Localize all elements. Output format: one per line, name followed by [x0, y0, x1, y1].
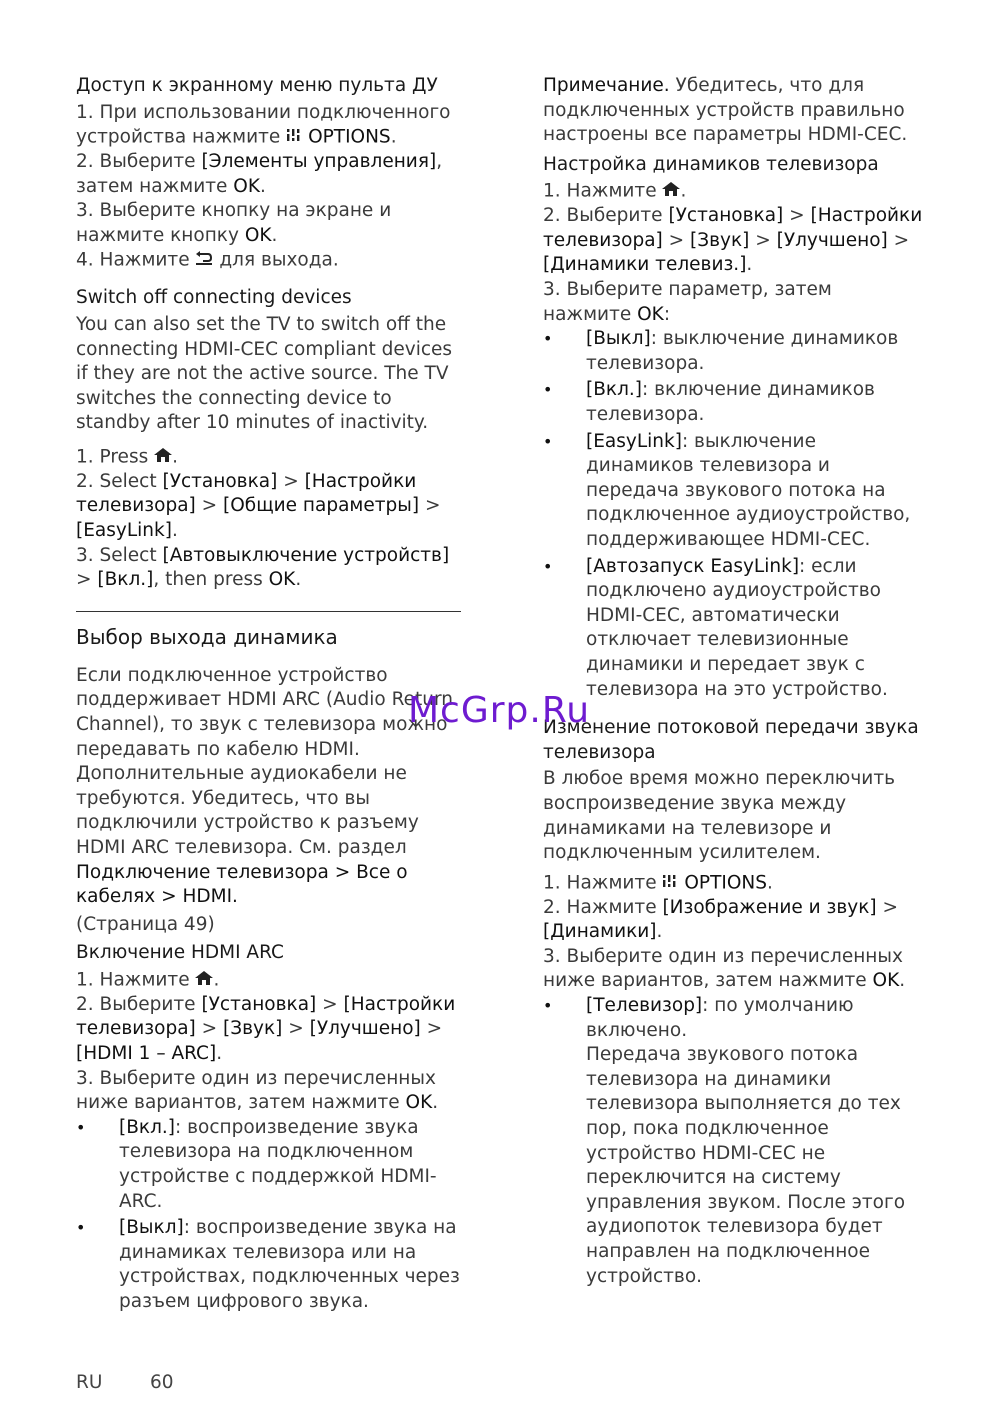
arc-step-3: 3. Выберите один из перечисленных ниже вариантов, затем нажмите OK. [76, 1067, 439, 1114]
speakers-step-2: 2. Выберите [Установка] > [Настройки телевизора] > [Звук] > [Улучшено] > [Динамики телевиз.]. [543, 205, 923, 276]
switchoff-step-3: 3. Select [Автовыключение устройств] > [Вкл.], then press OK. [76, 544, 450, 591]
watermark: McGrp.Ru [408, 690, 591, 731]
remote-step-4: 4. Нажмите для выхода. [76, 248, 461, 273]
arc-heading: Включение HDMI ARC [76, 942, 284, 964]
list-item: • [Телевизор]: по умолчанию включено. Передача звукового потока телевизора на динамики телевизора выполняется до тех пор, пока подключенное устройство HDMI-CEC не переключится на систему управления звуком. После этого аудиопоток телевизора будет направлен на подключенное устройство. [543, 994, 906, 1287]
list-item: • [Автозапуск EasyLink]: если подключено аудиоустройство HDMI-CEC, автоматически отключает телевизионные динамики и передает звук с телевизора на это устройство. [543, 555, 888, 700]
speakers-heading: Настройка динамиков телевизора [543, 153, 879, 175]
arc-step-1: 1. Нажмите . [76, 968, 461, 993]
switchoff-heading: Switch off connecting devices [76, 287, 352, 309]
list-item: • [Вкл.]: включение динамиков телевизора. [543, 379, 875, 426]
remote-step-2: 2. Выберите [Элементы управления], затем нажмите OK. [76, 151, 443, 197]
footer-language: RU [76, 1372, 103, 1393]
speakers-step-3: 3. Выберите параметр, затем нажмите OK: [543, 279, 832, 325]
section-body: Если подключенное устройство поддерживает HDMI ARC (Audio Return Channel), то звук с телевизора можно передавать по кабелю HDMI. Дополнительные аудиокабели не требуются. Убедитесь, что вы подключили устройство к разъему HDMI ARC телевизора. См. раздел Подключение телевизора > Все о кабелях > HDMI. [76, 664, 454, 908]
list-item: • [Вкл.]: воспроизведение звука телевизора на подключенном устройстве с поддержкой HDMI-ARC. [76, 1116, 437, 1212]
switchoff-body: You can also set the TV to switch off the connecting HDMI-CEC compliant devices if they are not the active source. The TV switches the connecting device to standby after 10 minutes of inactivity. [76, 313, 453, 434]
arc-step-2: 2. Выберите [Установка] > [Настройки телевизора] > [Звук] > [Улучшено] > [HDMI 1 – ARC]. [76, 993, 456, 1064]
list-item: • [Выкл]: воспроизведение звука на динамиках телевизора или на устройствах, подключенных через разъем цифрового звука. [76, 1217, 460, 1312]
list-item: • [Выкл]: выключение динамиков телевизора. [543, 328, 899, 374]
right-column [543, 74, 923, 1291]
page-reference: (Страница 49) [76, 913, 215, 935]
list-item: • [EasyLink]: выключение динамиков телевизора и передача звукового потока на подключенное аудиоустройство, поддерживающее HDMI-CEC. [543, 430, 911, 550]
stream-step-3: 3. Выберите один из перечисленных ниже вариантов, затем нажмите OK. [543, 945, 906, 992]
switchoff-step-1: 1. Press . [76, 445, 461, 470]
back-icon [195, 248, 213, 273]
page-number: 60 [150, 1372, 174, 1393]
remote-step-1: 1. При использовании подключенного устройства нажмите OPTIONS. [76, 101, 461, 150]
left-column [76, 74, 461, 1317]
stream-heading: Изменение потоковой передачи звука телевизора [543, 717, 919, 763]
home-icon [195, 968, 213, 993]
section-divider [76, 611, 461, 612]
stream-step-2: 2. Нажмите [Изображение и звук] > [Динамики]. [543, 896, 898, 943]
switchoff-step-2: 2. Select [Установка] > [Настройки телевизора] > [Общие параметры] > [EasyLink]. [76, 470, 441, 541]
options-icon [662, 871, 678, 896]
section-title: Выбор выхода динамика [76, 624, 338, 649]
home-icon [662, 179, 680, 204]
home-icon [154, 445, 172, 470]
stream-step-1: 1. Нажмите OPTIONS. [543, 871, 923, 896]
options-icon [286, 125, 302, 150]
remote-heading: Доступ к экранному меню пульта ДУ [76, 75, 438, 96]
speakers-step-1: 1. Нажмите . [543, 179, 923, 204]
stream-body: В любое время можно переключить воспроизведение звука между динамиками на телевизоре и подключенным усилителем. [543, 768, 895, 864]
remote-step-3: 3. Выберите кнопку на экране и нажмите кнопку OK. [76, 200, 392, 246]
note: Примечание. Убедитесь, что для подключенных устройств правильно настроены все параметры HDMI-CEC. [543, 75, 908, 146]
